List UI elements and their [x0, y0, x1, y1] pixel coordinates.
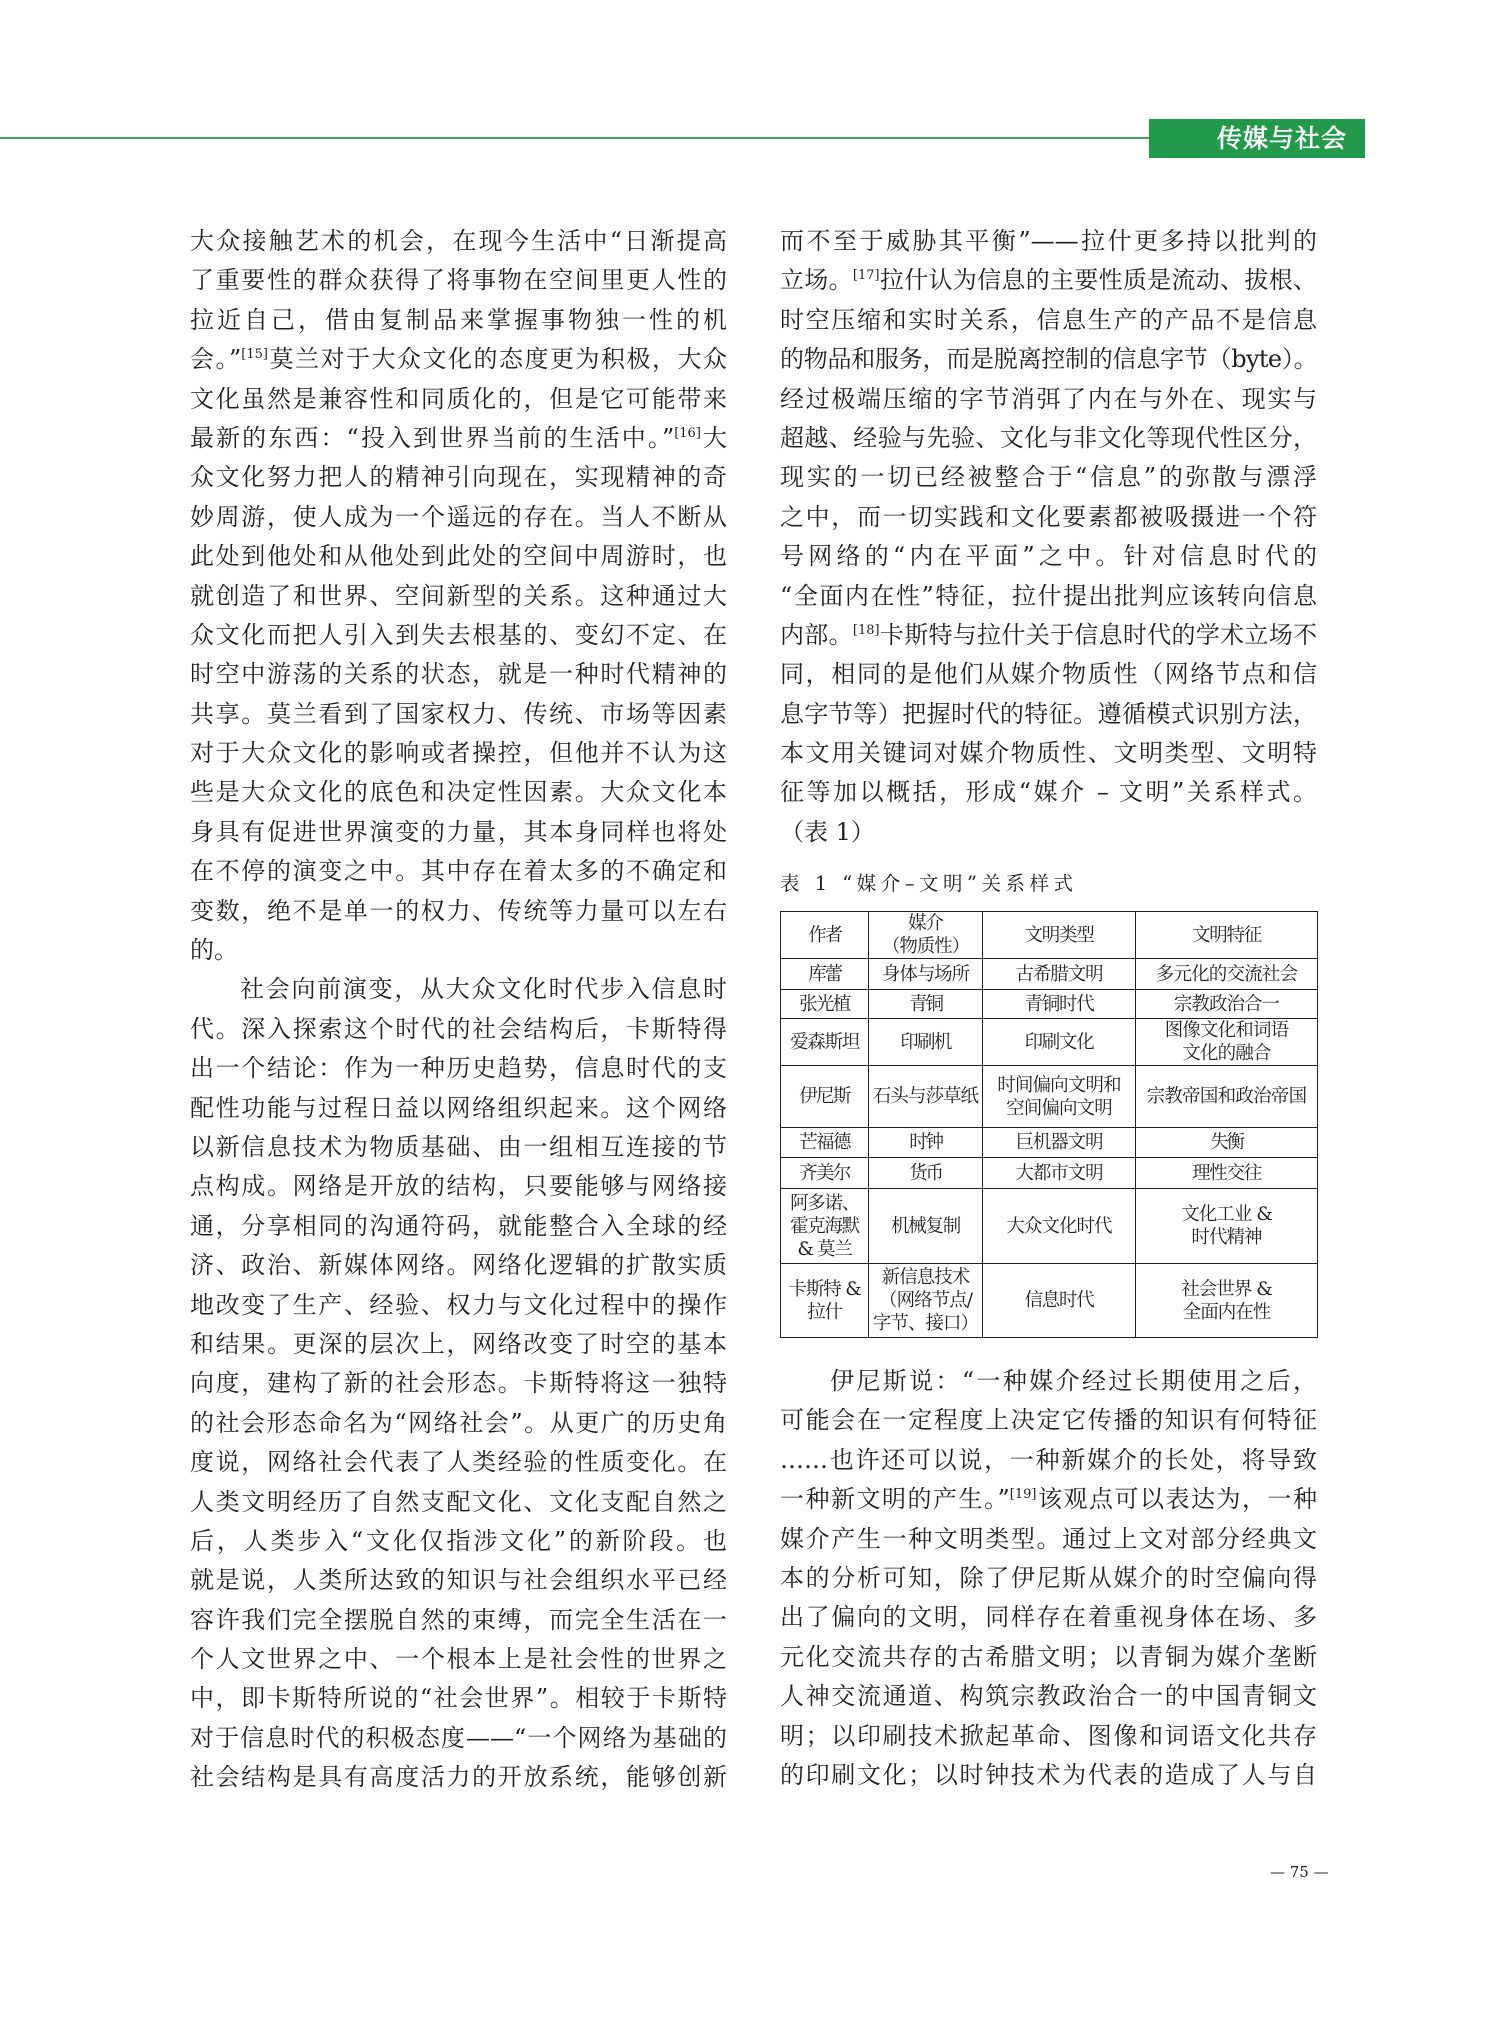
- text-line: 本文用关键词对媒介物质性、文明类型、文明特: [780, 739, 1317, 768]
- cell-text: 机械复制: [891, 1215, 960, 1237]
- table-cell: [983, 1128, 1136, 1158]
- text-line: 地改变了生产、经验、权力与文化过程中的操作: [190, 1290, 727, 1319]
- text-segment: 内部。: [780, 620, 853, 649]
- table-cell: [983, 1019, 1136, 1066]
- text-line: [190, 419, 727, 458]
- paragraph: [780, 222, 1317, 852]
- text-line: 身具有促进世界演变的力量，其本身同样也将处: [190, 817, 727, 846]
- cell-text: 卡斯特 & 拉什: [788, 1278, 861, 1323]
- text-line: 出了偏向的文明，同样存在着重视身体在场、多: [780, 1603, 1317, 1632]
- cell-text: 货币: [909, 1162, 942, 1184]
- table-row: [781, 1189, 1318, 1264]
- text-line: 众文化而把人引入到失去根基的、变幻不定、在: [190, 620, 727, 649]
- cell-text: 新信息技术 （网络节点/ 字节、接口）: [872, 1267, 979, 1334]
- text-line: [780, 1480, 1317, 1519]
- text-line: 出一个结论：作为一种历史趋势，信息时代的支: [190, 1054, 727, 1083]
- table-cell: [983, 1189, 1136, 1264]
- text-line: 可能会在一定程度上决定它传播的知识有何特征: [780, 1406, 1317, 1435]
- table-cell: [869, 1128, 983, 1158]
- text-line: 的印刷文化；以时钟技术为代表的造成了人与自: [780, 1760, 1317, 1789]
- table-cell: [781, 1019, 869, 1066]
- text-line: 拉近自己，借由复制品来掌握事物独一性的机: [190, 305, 727, 334]
- text-line: 妙周游，使人成为一个遥远的存在。当人不断从: [190, 502, 727, 531]
- text-line: [780, 261, 1317, 300]
- text-line: 向度，建构了新的社会形态。卡斯特将这一独特: [190, 1369, 727, 1398]
- table-row: [781, 1128, 1318, 1158]
- text-line: 以新信息技术为物质基础、由一组相互连接的节: [190, 1132, 727, 1161]
- table-cell: [869, 1158, 983, 1189]
- citation-marker: [15]: [241, 347, 268, 363]
- table-cell: [1136, 1128, 1318, 1158]
- text-line: 时空压缩和实时关系，信息生产的产品不是信息: [780, 305, 1317, 334]
- table-cell: [869, 959, 983, 990]
- text-line: 中，即卡斯特所说的“社会世界”。相较于卡斯特: [190, 1684, 727, 1713]
- table-cell: [1136, 1264, 1318, 1338]
- text-segment: 莫兰对于大众文化的态度更为积极，大众: [267, 345, 727, 374]
- text-segment: 会。”: [190, 345, 242, 374]
- citation-marker: [19]: [1009, 1487, 1037, 1503]
- cell-text: 失衡: [1210, 1132, 1243, 1153]
- paragraph: [190, 970, 727, 1797]
- text-line: 现实的一切已经被整合于“信息”的弥散与漂浮: [780, 463, 1317, 492]
- page-number: — 75 —: [1270, 1863, 1329, 1881]
- text-line: 在不停的演变之中。其中存在着太多的不确定和: [190, 857, 727, 886]
- cell-text: 古希腊文明: [1015, 963, 1103, 985]
- text-segment: 大: [700, 423, 727, 452]
- cell-text: 文明特征: [1192, 924, 1261, 946]
- text-line: 就是说，人类所达致的知识与社会组织水平已经: [190, 1566, 727, 1595]
- paragraph: [190, 222, 727, 970]
- table-row: [781, 1019, 1318, 1066]
- text-line: 社会结构是具有高度活力的开放系统，能够创新: [190, 1763, 727, 1792]
- text-line: （表 1）: [780, 817, 875, 846]
- text-line: 元化交流共存的古希腊文明；以青铜为媒介垄断: [780, 1642, 1317, 1671]
- table-cell: [781, 959, 869, 990]
- cell-text: 伊尼斯: [799, 1086, 850, 1107]
- text-segment: 卡斯特与拉什关于信息时代的学术立场不: [879, 620, 1318, 649]
- text-line: ……也许还可以说，一种新媒介的长处，将导致: [780, 1445, 1317, 1474]
- text-line: 度说，网络社会代表了人类经验的性质变化。在: [190, 1448, 727, 1477]
- text-line: 大众接触艺术的机会，在现今生活中“日渐提高: [190, 227, 727, 255]
- cell-text: 作者: [808, 924, 841, 946]
- table-cell: [983, 990, 1136, 1019]
- citation-marker: [17]: [852, 268, 880, 284]
- text-line: [780, 616, 1317, 655]
- table-cell: [1136, 959, 1318, 990]
- text-line: 本的分析可知，除了伊尼斯从媒介的时空偏向得: [780, 1563, 1317, 1592]
- table-cell: [869, 1019, 983, 1066]
- text-segment: 立场。: [780, 266, 853, 295]
- cell-text: 理性交往: [1192, 1162, 1261, 1184]
- text-line: 人神交流通道、构筑宗教政治合一的中国青铜文: [780, 1682, 1317, 1711]
- header-rule: [0, 137, 1150, 139]
- cell-text: 宗教政治合一: [1173, 993, 1280, 1015]
- table-cell: [983, 959, 1136, 990]
- text-line: 的物品和服务，而是脱离控制的信息字节（byte）。: [780, 345, 1317, 374]
- cell-text: 图像文化和词语 文化的融合: [1164, 1020, 1289, 1064]
- text-line: 号网络的“内在平面”之中。针对信息时代的: [780, 542, 1317, 571]
- cell-text: 时间偏向文明和 空间偏向文明: [997, 1074, 1121, 1119]
- table-caption: 表 1 “媒介–文明”关系样式: [780, 872, 1078, 895]
- left-column: [190, 222, 727, 1798]
- text-line: 对于信息时代的积极态度——“一个网络为基础的: [190, 1723, 727, 1752]
- text-line: 对于大众文化的影响或者操控，但他并不认为这: [190, 739, 727, 768]
- citation-marker: [16]: [674, 425, 701, 441]
- cell-text: 宗教帝国和政治帝国: [1146, 1086, 1307, 1107]
- text-line: 就创造了和世界、空间新型的关系。这种通过大: [190, 581, 727, 610]
- text-line: 此处到他处和从他处到此处的空间中周游时，也: [190, 542, 727, 571]
- text-line: 媒介产生一种文明类型。通过上文对部分经典文: [780, 1524, 1317, 1553]
- text-line: 时空中游荡的关系的状态，就是一种时代精神的: [190, 660, 727, 689]
- text-line: 和结果。更深的层次上，网络改变了时空的基本: [190, 1329, 727, 1358]
- right-column-bottom: [780, 1362, 1317, 1795]
- right-column-top: [780, 222, 1317, 852]
- section-label: 传媒与社会: [1149, 119, 1365, 158]
- text-line: 人类文明经历了自然支配文化、文化支配自然之: [190, 1487, 727, 1516]
- text-line: 征等加以概括，形成“媒介 – 文明”关系样式。: [780, 778, 1317, 807]
- text-line: 容许我们完全摆脱自然的束缚，而完全生活在一: [190, 1605, 727, 1634]
- table-row: [781, 959, 1318, 990]
- cell-text: 青铜时代: [1024, 993, 1094, 1015]
- table-cell: [781, 1158, 869, 1189]
- table-cell: [1136, 1066, 1318, 1128]
- text-line: 后，人类步入“文化仅指涉文化”的新阶段。也: [190, 1526, 727, 1555]
- text-line: 的。: [190, 936, 238, 965]
- cell-text: 文化工业 & 时代精神: [1181, 1204, 1272, 1248]
- text-line: 社会向前演变，从大众文化时代步入信息时: [240, 975, 727, 1004]
- table-cell: [869, 1264, 983, 1338]
- cell-text: 巨机器文明: [1015, 1132, 1103, 1153]
- cell-text: 媒介 （物质性）: [881, 913, 969, 957]
- text-segment: 拉什认为信息的主要性质是流动、拔根、: [879, 266, 1318, 295]
- cell-text: 芒福德: [799, 1132, 850, 1153]
- text-line: 代。深入探索这个时代的社会结构后，卡斯特得: [190, 1014, 727, 1043]
- cell-text: 库蕾: [808, 963, 841, 985]
- cell-text: 张光植: [799, 993, 850, 1015]
- cell-text: 齐美尔: [799, 1162, 850, 1184]
- table-cell: [983, 1158, 1136, 1189]
- text-line: 些是大众文化的底色和决定性因素。大众文化本: [190, 778, 727, 807]
- table-header-cell: [983, 912, 1136, 959]
- table-cell: [781, 1128, 869, 1158]
- cell-text: 印刷机: [900, 1031, 951, 1053]
- paragraph: [780, 1362, 1317, 1795]
- table-row: [781, 1158, 1318, 1189]
- cell-text: 阿多诺、 霍克海默 & 莫兰: [790, 1192, 859, 1260]
- text-line: [190, 340, 727, 379]
- text-line: 了重要性的群众获得了将事物在空间里更人性的: [190, 266, 727, 295]
- text-line: 济、政治、新媒体网络。网络化逻辑的扩散实质: [190, 1251, 727, 1280]
- text-line: 共享。莫兰看到了国家权力、传统、市场等因素: [190, 699, 727, 728]
- cell-text: 石头与莎草纸: [872, 1086, 979, 1107]
- cell-text: 文明类型: [1024, 924, 1094, 946]
- table-row: [781, 1264, 1318, 1338]
- table-cell: [1136, 1019, 1318, 1066]
- table-cell: [781, 1189, 869, 1264]
- text-line: 变数，绝不是单一的权力、传统等力量可以左右: [190, 896, 727, 925]
- table-row: [781, 990, 1318, 1019]
- table-cell: [781, 1264, 869, 1338]
- text-line: 经过极端压缩的字节消弭了内在与外在、现实与: [780, 384, 1317, 413]
- text-line: “全面内在性”特征，拉什提出批判应该转向信息: [780, 581, 1317, 610]
- table-cell: [869, 1189, 983, 1264]
- cell-text: 大都市文明: [1015, 1162, 1103, 1184]
- text-line: 个人文世界之中、一个根本上是社会性的世界之: [190, 1645, 727, 1674]
- text-segment: 一种新文明的产生。”: [780, 1485, 1010, 1514]
- text-line: 同，相同的是他们从媒介物质性（网络节点和信: [780, 660, 1317, 689]
- text-line: 明；以印刷技术掀起革命、图像和词语文化共存: [780, 1721, 1317, 1750]
- table-header-row: [781, 912, 1318, 959]
- citation-marker: [18]: [852, 622, 880, 638]
- text-line: 息字节等）把握时代的特征。遵循模式识别方法，: [780, 699, 1317, 728]
- table-cell: [1136, 1189, 1318, 1264]
- cell-text: 身体与场所: [881, 963, 969, 985]
- text-segment: 该观点可以表达为，一种: [1036, 1485, 1318, 1514]
- media-civilization-table: [780, 911, 1318, 1338]
- table-cell: [781, 1066, 869, 1128]
- table-cell: [983, 1066, 1136, 1128]
- text-line: 众文化努力把人的精神引向现在，实现精神的奇: [190, 463, 727, 492]
- table-row: [781, 1066, 1318, 1128]
- cell-text: 多元化的交流社会: [1155, 963, 1298, 985]
- text-line: 的社会形态命名为“网络社会”。从更广的历史角: [190, 1408, 727, 1437]
- table-cell: [1136, 1158, 1318, 1189]
- table-header-cell: [781, 912, 869, 959]
- text-line: 超越、经验与先验、文化与非文化等现代性区分，: [780, 423, 1317, 452]
- text-line: 之中，而一切实践和文化要素都被吸摄进一个符: [780, 502, 1317, 531]
- table-cell: [983, 1264, 1136, 1338]
- text-line: 点构成。网络是开放的结构，只要能够与网络接: [190, 1172, 727, 1201]
- cell-text: 爱森斯坦: [790, 1031, 859, 1053]
- cell-text: 信息时代: [1024, 1290, 1094, 1311]
- text-line: 通，分享相同的沟通符码，就能整合入全球的经: [190, 1211, 727, 1240]
- table-cell: [781, 990, 869, 1019]
- table-header-cell: [869, 912, 983, 959]
- cell-text: 大众文化时代: [1006, 1215, 1112, 1237]
- text-line: 文化虽然是兼容性和同质化的，但是它可能带来: [190, 384, 727, 413]
- cell-text: 社会世界 & 全面内在性: [1181, 1278, 1272, 1323]
- text-line: 配性功能与过程日益以网络组织起来。这个网络: [190, 1093, 727, 1122]
- text-line: 伊尼斯说：“一种媒介经过长期使用之后，: [830, 1367, 1317, 1395]
- cell-text: 时钟: [909, 1132, 942, 1153]
- cell-text: 印刷文化: [1024, 1031, 1094, 1053]
- text-line: 而不至于威胁其平衡”——拉什更多持以批判的: [780, 227, 1317, 255]
- cell-text: 青铜: [909, 993, 942, 1015]
- text-segment: 最新的东西：“投入到世界当前的生活中。”: [190, 423, 675, 452]
- table-header-cell: [1136, 912, 1318, 959]
- table-cell: [869, 990, 983, 1019]
- table-cell: [869, 1066, 983, 1128]
- table-cell: [1136, 990, 1318, 1019]
